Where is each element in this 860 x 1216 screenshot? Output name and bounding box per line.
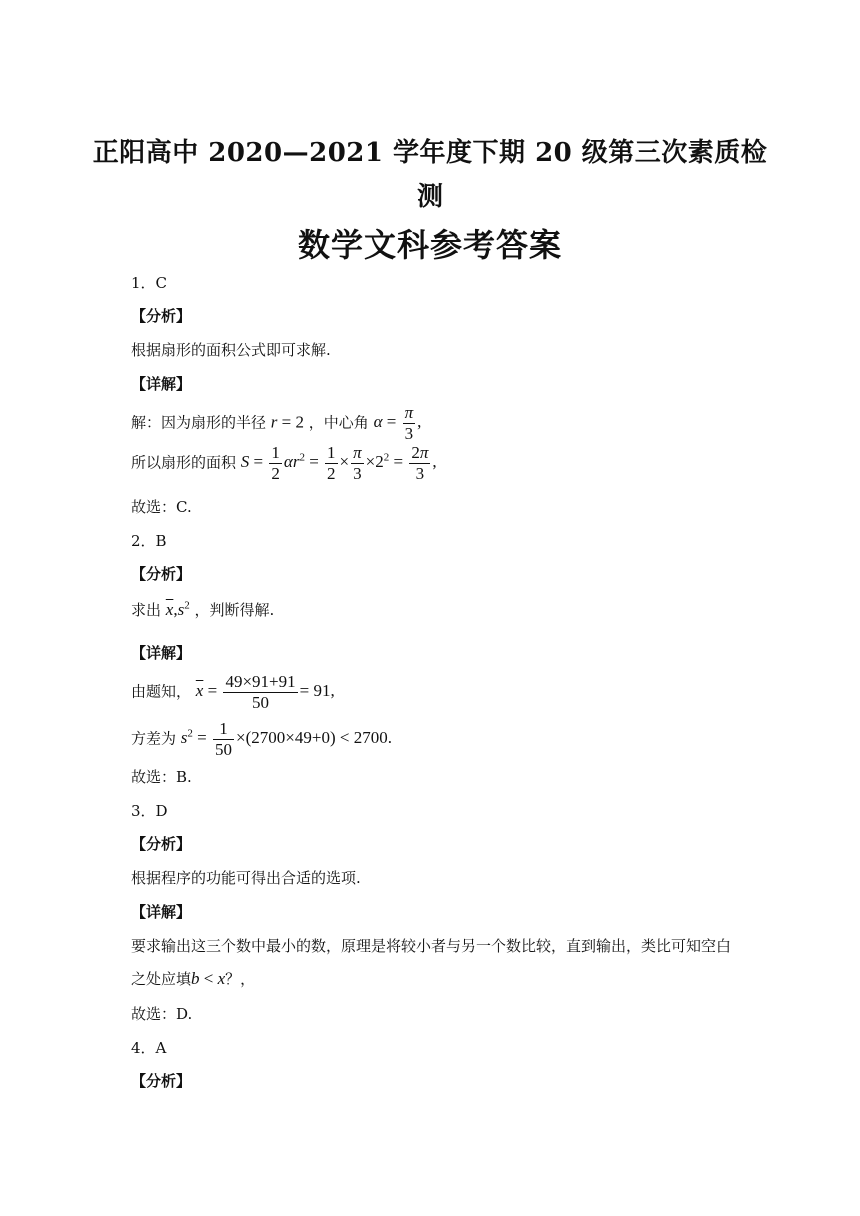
document-title: 正阳高中 2020—2021 学年度下期 20 级第三次素质检 [92,138,768,168]
q1-line2-prefix: 所以扇形的面积 [131,453,237,472]
q3-conclusion: 故选：D. [131,1005,193,1023]
q2-analysis-prefix: 求出 [131,601,162,619]
q3-line2-prefix: 之处应填 [131,970,192,988]
q2-analysis-tag: 【分析】 [131,565,192,583]
q1-radius-formula: r = 2 [270,412,305,432]
q2-detail-tag: 【详解】 [131,644,192,662]
q1-angle-formula: α = $\frac{\pi}{3}$ , [373,403,422,443]
q2-detail-line1 [131,672,335,713]
q1-answer: 1．C [131,274,168,292]
q2-analysis-text [131,599,274,620]
q2-answer: 2．B [131,532,167,550]
q2-line1-prefix: 由题知， [131,682,192,701]
q3-condition-formula: b < x [191,969,226,988]
q3-line2-suffix: ？， [225,970,256,988]
q3-detail-line2 [131,968,255,989]
q1-conclusion: 故选：C. [131,498,192,516]
q1-line1-mid: ，中心角 [308,413,369,432]
document-title-continued: 测 [416,182,443,212]
q4-analysis-tag: 【分析】 [131,1072,192,1090]
q2-variance-formula: $s^2$ = $\frac{1}{50}$ ×(2700×49+0) < 2700. [180,719,392,759]
q3-analysis-tag: 【分析】 [131,835,192,853]
q2-conclusion: 故选：B. [131,768,192,786]
q1-detail-line2 [131,443,437,484]
q3-detail-tag: 【详解】 [131,903,192,921]
q4-answer: 4．A [131,1039,167,1057]
q2-line2-prefix: 方差为 [131,729,177,748]
q1-detail-line1 [131,403,421,444]
document-subtitle: 数学文科参考答案 [297,226,562,264]
q2-mean-formula: $\overline{x}$ = $\frac{49\times 91+91}{50}$ = 91, [195,672,335,712]
q3-answer: 3．D [131,802,168,820]
q1-analysis-text: 根据扇形的面积公式即可求解. [131,341,331,359]
q1-area-formula: S = $\frac{1}{2}$ $\alpha r^2$ = $\frac{1}{2}$ × $\frac{\pi}{3}$ $\times 2^2$ = $\frac{2\pi}{3}$ , [240,443,437,483]
q3-detail-line1: 要求输出这三个数中最小的数，原理是将较小者与另一个数比较，直到输出，类比可知空白 [131,937,732,955]
q1-analysis-tag: 【分析】 [131,307,192,325]
q1-detail-tag: 【详解】 [131,375,192,393]
q1-line1-prefix: 解：因为扇形的半径 [131,413,267,432]
q2-mean-variance-symbols: $\overline{x},s^2$ [165,599,190,619]
q2-detail-line2 [131,719,392,760]
q3-analysis-text: 根据程序的功能可得出合适的选项. [131,869,361,887]
q2-analysis-suffix: ，判断得解. [194,601,275,619]
